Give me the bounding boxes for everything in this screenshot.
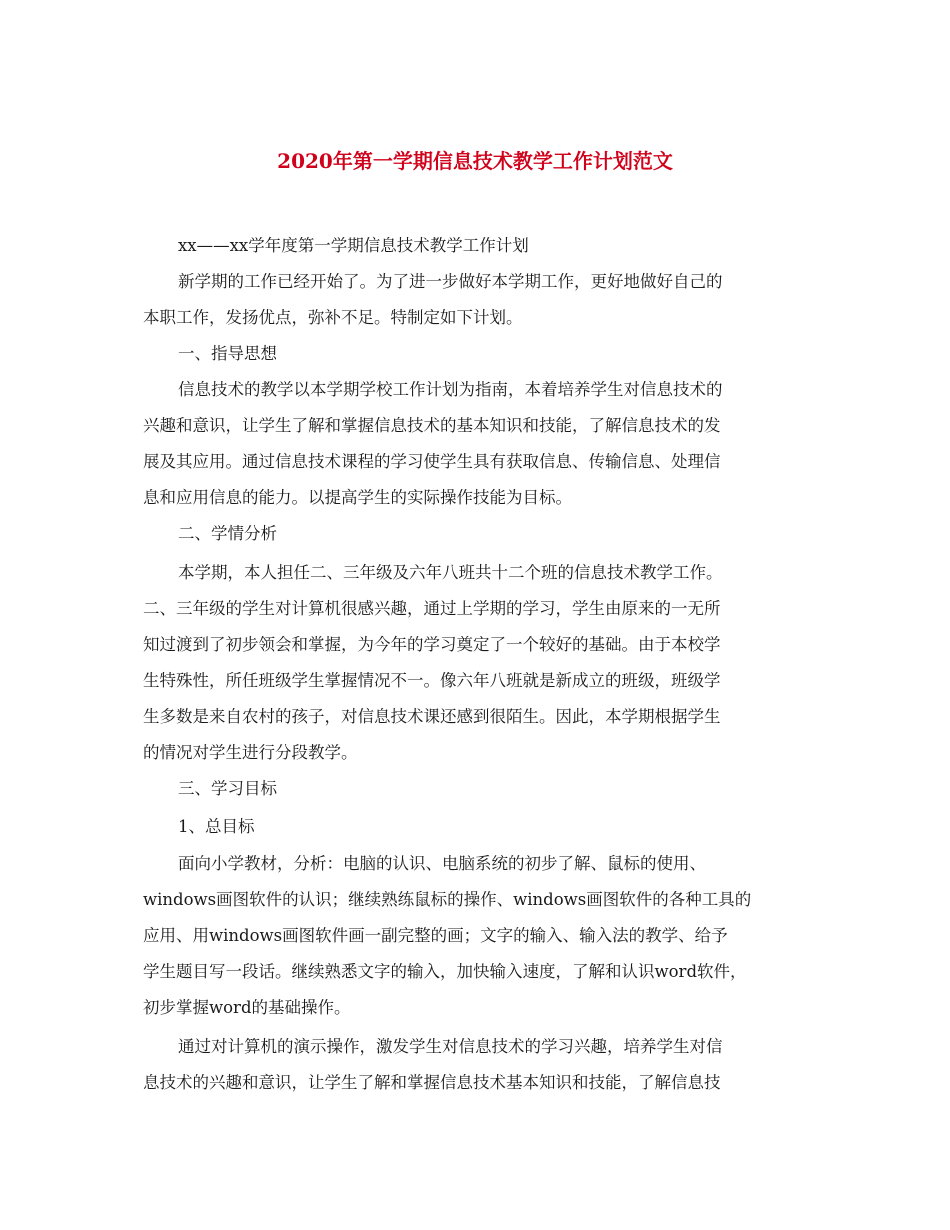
text-line: 本职工作，发扬优点，弥补不足。特制定如下计划。	[143, 308, 523, 327]
text-line: 兴趣和意识，让学生了解和掌握信息技术的基本知识和技能，了解信息技术的发	[143, 416, 721, 435]
section-heading: 二、学情分析	[178, 524, 277, 543]
text-line: 的情况对学生进行分段教学。	[143, 743, 358, 762]
text-line: 通过对计算机的演示操作，激发学生对信息技术的学习兴趣，培养学生对信	[178, 1037, 723, 1056]
section-heading: 三、学习目标	[178, 779, 277, 798]
text-line: 学生题目写一段话。继续熟悉文字的输入，加快输入速度，了解和认识word软件，	[143, 962, 747, 981]
text-line: 二、三年级的学生对计算机很感兴趣，通过上学期的学习，学生由原来的一无所	[143, 599, 721, 618]
text-line: 息和应用信息的能力。以提高学生的实际操作技能为目标。	[143, 488, 572, 507]
text-line: 生多数是来自农村的孩子，对信息技术课还感到很陌生。因此，本学期根据学生	[143, 707, 721, 726]
text-line: 生特殊性，所任班级学生掌握情况不一。像六年八班就是新成立的班级，班级学	[143, 671, 721, 690]
text-line: 本学期，本人担任二、三年级及六年八班共十二个班的信息技术教学工作。	[178, 563, 723, 582]
text-line: 信息技术的教学以本学期学校工作计划为指南，本着培养学生对信息技术的	[178, 380, 723, 399]
text-line: 初步掌握word的基础操作。	[143, 998, 351, 1017]
text-line: windows画图软件的认识；继续熟练鼠标的操作、windows画图软件的各种工具的	[143, 890, 752, 909]
section-heading: 一、指导思想	[178, 344, 277, 363]
document-title: 2020年第一学期信息技术教学工作计划范文	[277, 149, 673, 173]
sub-heading: 1、总目标	[178, 817, 255, 836]
text-line: 展及其应用。通过信息技术课程的学习使学生具有获取信息、传输信息、处理信	[143, 452, 721, 471]
text-line: 应用、用windows画图软件画一副完整的画；文字的输入、输入法的教学、给予	[143, 926, 728, 945]
text-line: 知过渡到了初步领会和掌握，为今年的学习奠定了一个较好的基础。由于本校学	[143, 635, 721, 654]
text-line: 新学期的工作已经开始了。为了进一步做好本学期工作，更好地做好自己的	[178, 272, 723, 291]
text-line: xx——xx学年度第一学期信息技术教学工作计划	[178, 236, 529, 255]
text-line: 面向小学教材，分析：电脑的认识、电脑系统的初步了解、鼠标的使用、	[178, 854, 706, 873]
text-line: 息技术的兴趣和意识，让学生了解和掌握信息技术基本知识和技能，了解信息技	[143, 1073, 721, 1092]
